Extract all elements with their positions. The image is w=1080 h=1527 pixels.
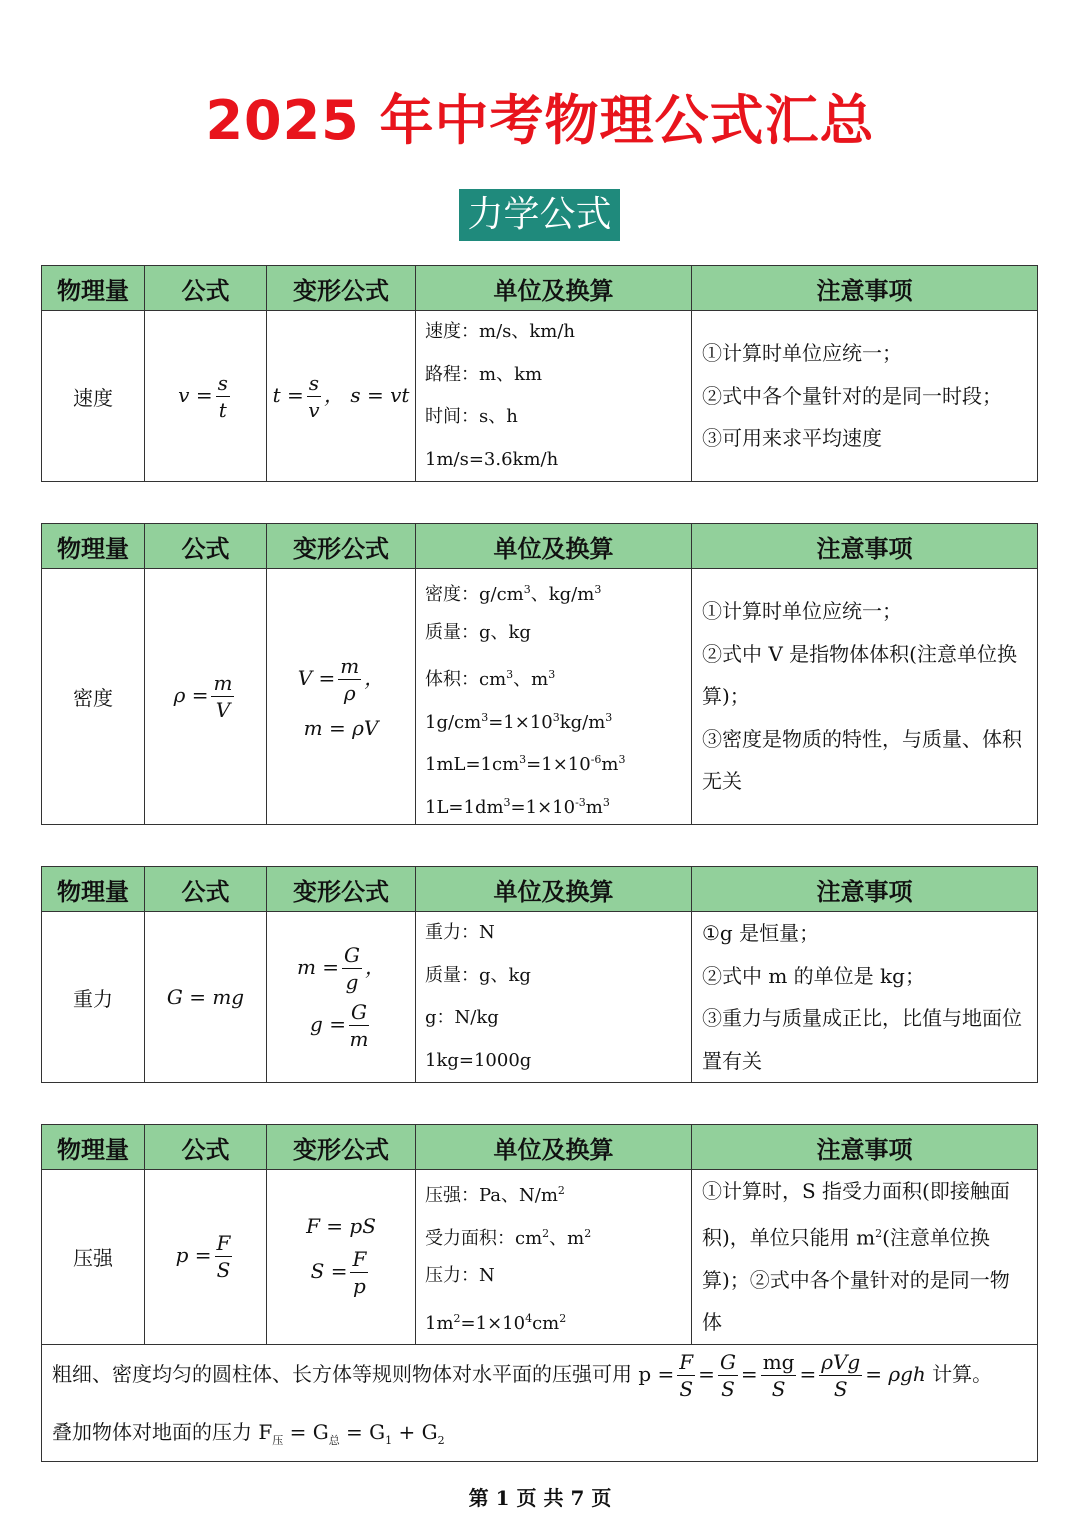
header-formula: 公式 bbox=[145, 266, 267, 311]
unit-line: $1L=1dm^3=1\times 10^{-3}m^3$ bbox=[425, 795, 610, 818]
header-notes: 注意事项 bbox=[692, 524, 1038, 569]
unit-line: 路程：m、km bbox=[425, 363, 543, 385]
gravity-table bbox=[41, 866, 1038, 1083]
main-formula: G = mg bbox=[145, 912, 267, 1083]
unit-line: 密度：$g/cm^3$、$kg/m^3$ bbox=[425, 583, 602, 605]
quantity-name: 速度 bbox=[42, 311, 145, 482]
unit-line: 受力面积：$cm^2$、$m^2$ bbox=[425, 1226, 592, 1249]
main-formula: p = $\frac{F}{S}$ bbox=[145, 1170, 267, 1345]
note-line: ①计算时单位应统一； bbox=[702, 341, 902, 366]
variant-formula: t = $\frac{s}{v}$ ， s = vt bbox=[267, 311, 416, 482]
pressure-table bbox=[41, 1124, 1038, 1462]
header-units: 单位及换算 bbox=[416, 867, 692, 912]
page-title: 2025 年中考物理公式汇总 bbox=[205, 89, 875, 152]
extra-line-2: 叠加物体对地面的压力 $F_压 = G_总 = G_1 + G_2$ bbox=[52, 1419, 445, 1447]
unit-line: 压力：N bbox=[425, 1265, 495, 1286]
unit-line: $1g/cm^3=1\times 10^3kg/m^3$ bbox=[425, 710, 613, 733]
header-variant: 变形公式 bbox=[267, 867, 416, 912]
note-line: ②式中 V 是指物体体积(注意单位换算)； bbox=[702, 641, 1017, 709]
notes-cell bbox=[692, 1170, 1038, 1345]
header-variant: 变形公式 bbox=[267, 266, 416, 311]
header-variant: 变形公式 bbox=[267, 1125, 416, 1170]
header-formula: 公式 bbox=[145, 1125, 267, 1170]
unit-line: 速度：m/s、km/h bbox=[425, 321, 576, 342]
note-line: ①g 是恒量； bbox=[702, 921, 820, 945]
variant-formula: V = $\frac{m}{\rho}$ ， m = ρV bbox=[267, 569, 416, 825]
main-formula: v = $\frac{s}{t}$ bbox=[145, 311, 267, 482]
note-line: ③密度是物质的特性，与质量、体积无关 bbox=[702, 726, 1022, 794]
unit-line: 时间：s、h bbox=[425, 406, 518, 427]
section-badge: 力学公式 bbox=[459, 189, 620, 241]
unit-line: 1kg=1000g bbox=[425, 1049, 532, 1071]
quantity-name: 压强 bbox=[42, 1170, 145, 1345]
unit-line: 质量：g、kg bbox=[425, 964, 531, 986]
note-line: ③可用来求平均速度 bbox=[702, 426, 882, 451]
quantity-name: 密度 bbox=[42, 569, 145, 825]
note-line: ①计算时单位应统一； bbox=[702, 599, 902, 624]
unit-line: 1m/s=3.6km/h bbox=[425, 448, 559, 470]
notes-cell bbox=[692, 311, 1038, 482]
variant-formula: m = $\frac{G}{g}$ ， g = $\frac{G}{m}$ bbox=[267, 912, 416, 1083]
unit-line: $1mL=1cm^3=1\times 10^{-6}m^3$ bbox=[425, 753, 626, 775]
note-line: ①计算时，S 指受力面积(即接触面积)，单位只能用 $m^2$(注意单位换算)；②式中各个量针对的是同一物体 bbox=[702, 1179, 1010, 1335]
units-cell bbox=[416, 912, 692, 1083]
note-line: ③重力与质量成正比，比值与地面位置有关 bbox=[702, 1006, 1022, 1073]
header-quantity: 物理量 bbox=[42, 867, 145, 912]
unit-line: g：N/kg bbox=[425, 1007, 499, 1028]
variant-formula: F = pS S = $\frac{F}{p}$ bbox=[267, 1170, 416, 1345]
unit-line: 质量：g、kg bbox=[425, 621, 531, 643]
header-units: 单位及换算 bbox=[416, 524, 692, 569]
quantity-name: 重力 bbox=[42, 912, 145, 1083]
unit-line: 重力：N bbox=[425, 922, 495, 943]
header-quantity: 物理量 bbox=[42, 524, 145, 569]
header-units: 单位及换算 bbox=[416, 1125, 692, 1170]
units-cell bbox=[416, 311, 692, 482]
header-variant: 变形公式 bbox=[267, 524, 416, 569]
header-quantity: 物理量 bbox=[42, 266, 145, 311]
note-line: ②式中各个量针对的是同一时段； bbox=[702, 383, 1002, 408]
header-units: 单位及换算 bbox=[416, 266, 692, 311]
pressure-extra-notes bbox=[42, 1344, 1038, 1461]
header-notes: 注意事项 bbox=[692, 867, 1038, 912]
extra-line-1: 粗细、密度均匀的圆柱体、长方体等规则物体对水平面的压强可用 p = $\frac{F}{S}$ = $\frac{G}{S}$ = $\frac{mg}{S}$ = $\frac{\text{ρVg}}{S}$ = ρgh 计算。 bbox=[52, 1349, 993, 1401]
unit-line: 压强：Pa、$N/m^2$ bbox=[425, 1184, 565, 1206]
page-footer: 第 1 页 共 7 页 bbox=[468, 1486, 612, 1510]
unit-line: 体积：$cm^3$、$m^3$ bbox=[425, 668, 556, 690]
notes-cell bbox=[692, 912, 1038, 1083]
main-formula: ρ = $\frac{m}{V}$ bbox=[145, 569, 267, 825]
header-formula: 公式 bbox=[145, 867, 267, 912]
notes-cell bbox=[692, 569, 1038, 825]
speed-table bbox=[41, 265, 1038, 482]
header-notes: 注意事项 bbox=[692, 1125, 1038, 1170]
header-quantity: 物理量 bbox=[42, 1125, 145, 1170]
units-cell bbox=[416, 1170, 692, 1345]
unit-line: $1m^2=1\times 10^4cm^2$ bbox=[425, 1311, 567, 1334]
note-line: ②式中 m 的单位是 kg； bbox=[702, 963, 925, 988]
header-notes: 注意事项 bbox=[692, 266, 1038, 311]
density-table bbox=[41, 523, 1038, 825]
units-cell bbox=[416, 569, 692, 825]
header-formula: 公式 bbox=[145, 524, 267, 569]
